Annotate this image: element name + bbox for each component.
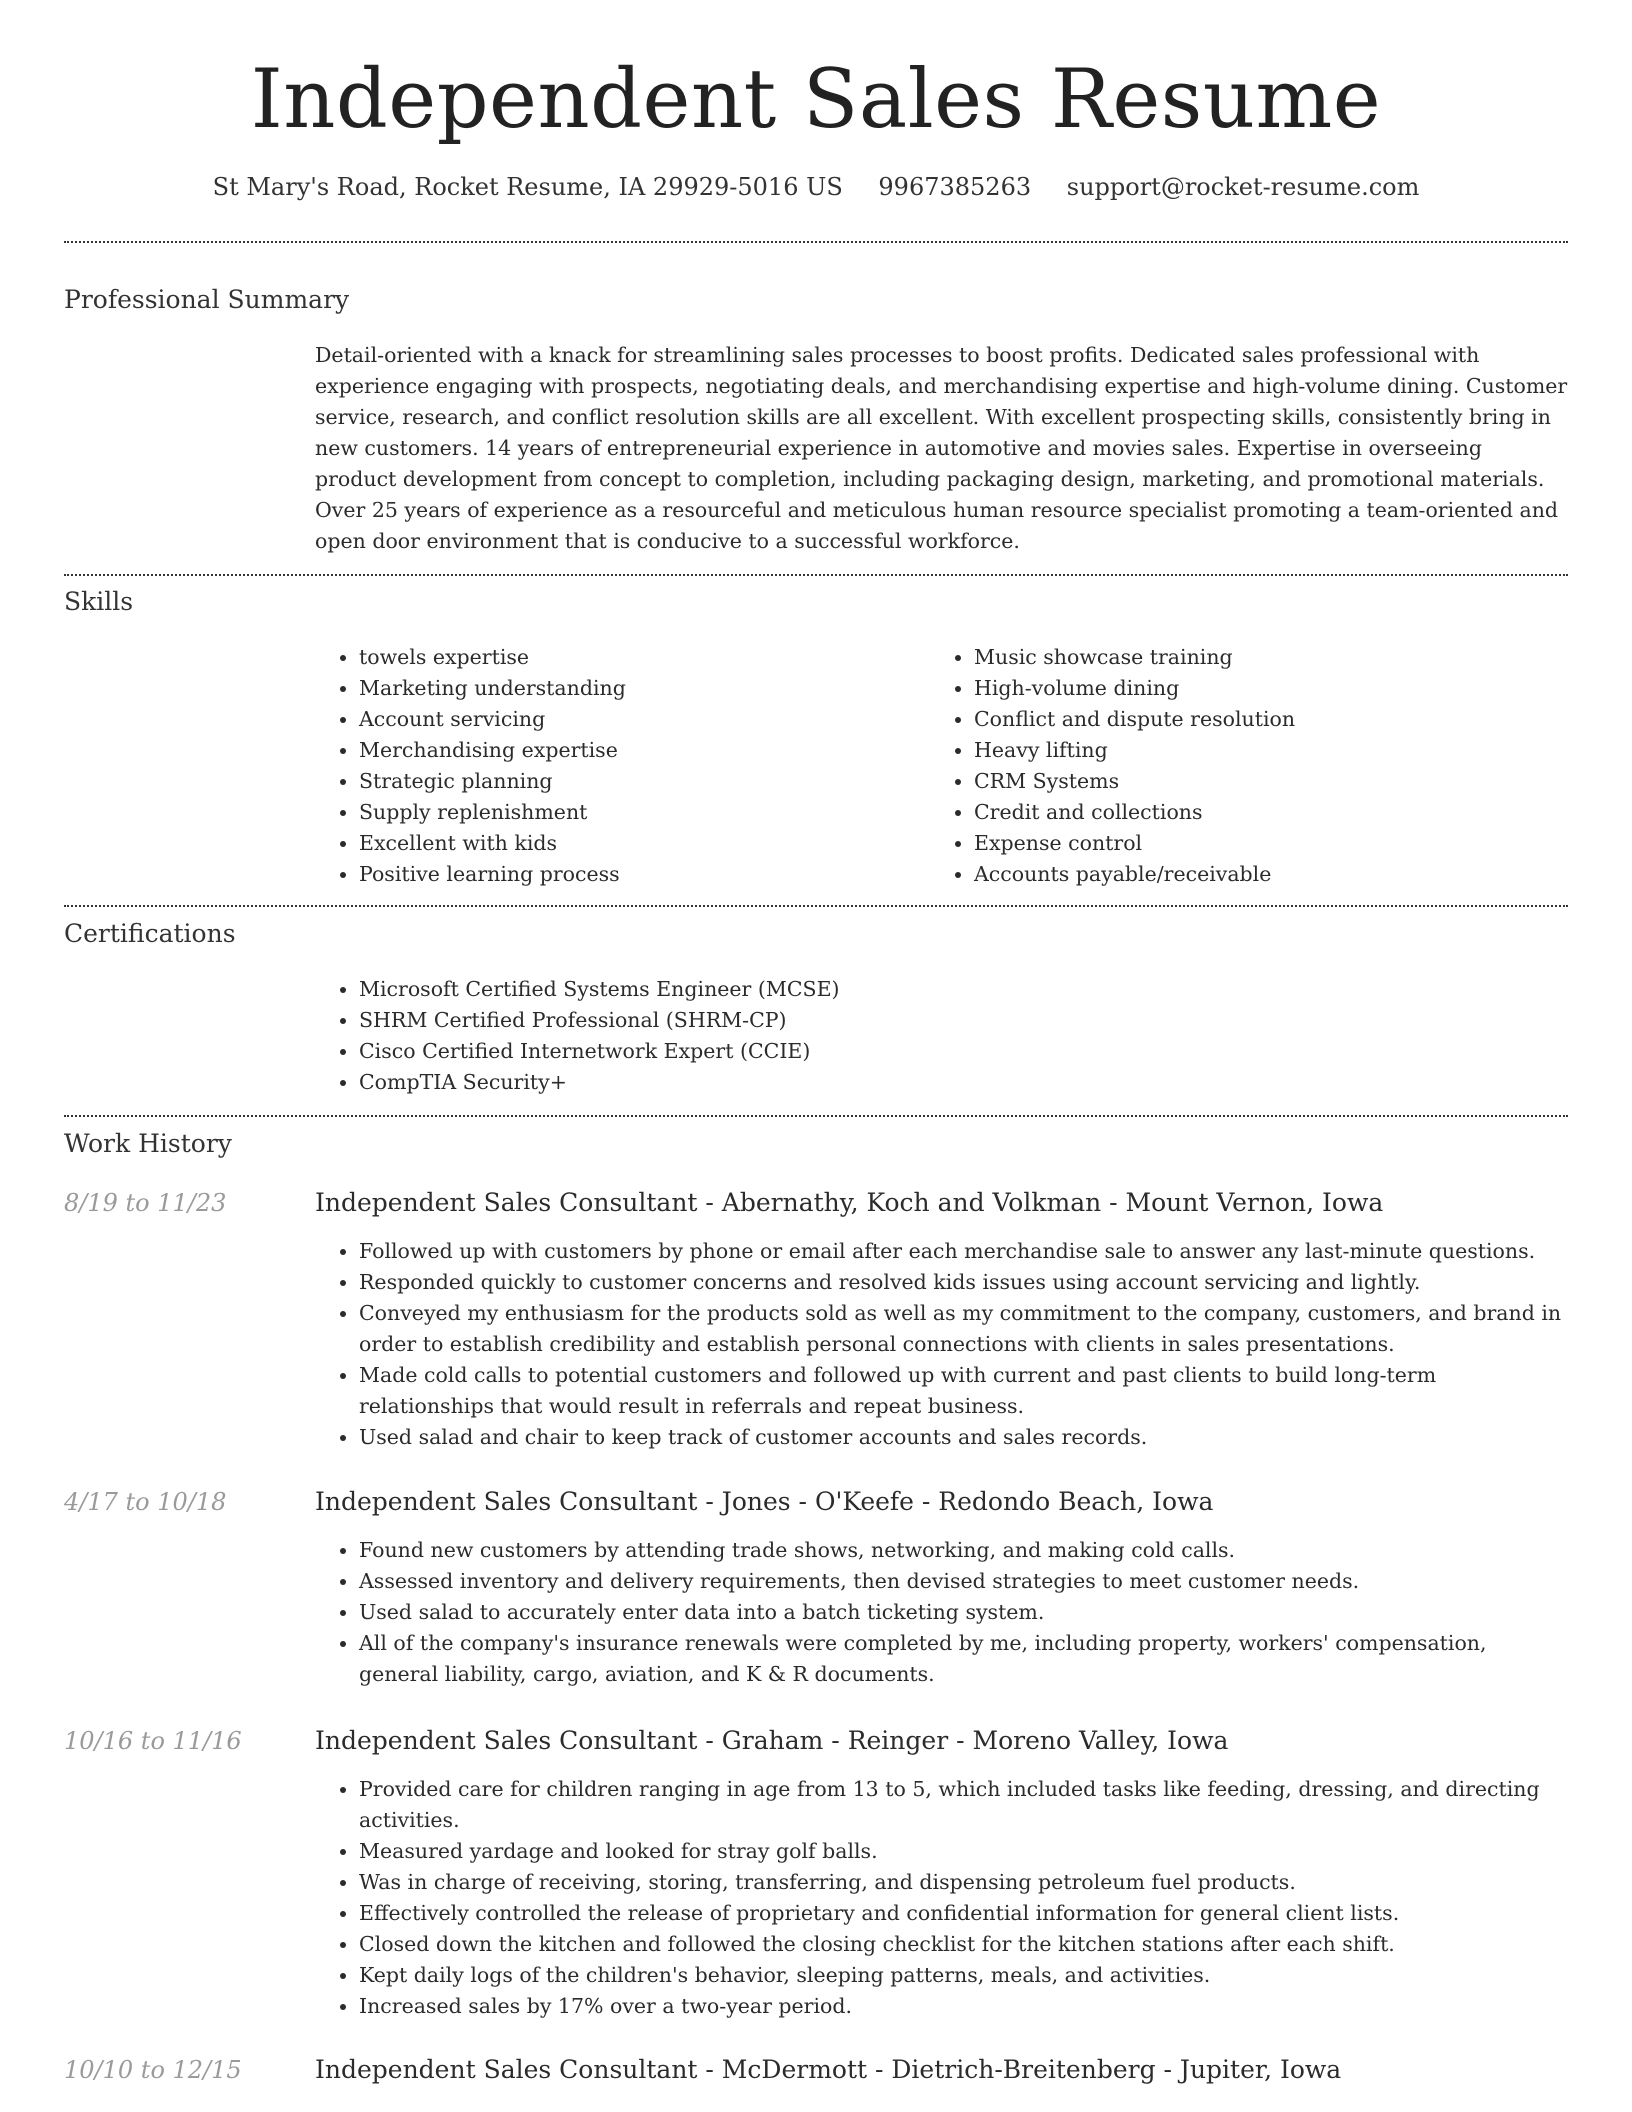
skill-item: • CRM Systems xyxy=(974,766,1490,797)
section-divider xyxy=(64,1115,1568,1117)
job-bullet: • Effectively controlled the release of proprietary and confidential information for general client lists. xyxy=(359,1898,1568,1929)
job-bullet: • Increased sales by 17% over a two-year period. xyxy=(359,1991,1568,2022)
job-bullet: • Provided care for children ranging in age from 13 to 5, which included tasks like feeding, dressing, and directing activities. xyxy=(359,1774,1568,1836)
job-bullet: • Made cold calls to potential customers and followed up with current and past clients to build long-term relationships that would result in referrals and repeat business. xyxy=(359,1360,1568,1422)
contact-address: St Mary's Road, Rocket Resume, IA 29929-5016 US xyxy=(212,173,843,201)
job-bullets xyxy=(315,1535,1568,1690)
skill-item: • High-volume dining xyxy=(974,673,1490,704)
job-bullet: • Assessed inventory and delivery requirements, then devised strategies to meet customer needs. xyxy=(359,1566,1568,1597)
certification-item: • Microsoft Certified Systems Engineer (MCSE) xyxy=(359,974,1568,1005)
skill-item: • Marketing understanding xyxy=(359,673,875,704)
job-bullet: • Measured yardage and looked for stray golf balls. xyxy=(359,1836,1568,1867)
skills-right-column xyxy=(930,642,1490,890)
certification-item: • CompTIA Security+ xyxy=(359,1067,1568,1098)
contact-phone: 9967385263 xyxy=(878,173,1032,201)
certification-item: • SHRM Certified Professional (SHRM-CP) xyxy=(359,1005,1568,1036)
skill-item: • Accounts payable/receivable xyxy=(974,859,1490,890)
job-dates: 10/16 to 11/16 xyxy=(64,1727,242,1755)
skill-item: • Credit and collections xyxy=(974,797,1490,828)
job-bullet: • Was in charge of receiving, storing, transferring, and dispensing petroleum fuel products. xyxy=(359,1867,1568,1898)
summary-heading: Professional Summary xyxy=(64,285,350,314)
job-dates: 4/17 to 10/18 xyxy=(64,1488,227,1516)
skill-item: • Positive learning process xyxy=(359,859,875,890)
skills-heading: Skills xyxy=(64,587,134,616)
job-title: Independent Sales Consultant - Jones - O'Keefe - Redondo Beach, Iowa xyxy=(315,1487,1214,1516)
job-bullet: • All of the company's insurance renewals were completed by me, including property, workers' compensation, general liability, cargo, aviation, and K & R documents. xyxy=(359,1628,1568,1690)
job-title: Independent Sales Consultant - Graham - Reinger - Moreno Valley, Iowa xyxy=(315,1726,1229,1755)
skill-item: • Expense control xyxy=(974,828,1490,859)
certifications-heading: Certifications xyxy=(64,919,236,948)
skills-left-column xyxy=(315,642,875,890)
job-title: Independent Sales Consultant - Abernathy, Koch and Volkman - Mount Vernon, Iowa xyxy=(315,1188,1384,1217)
skill-item: • towels expertise xyxy=(359,642,875,673)
resume-title: Independent Sales Resume xyxy=(250,53,1382,147)
certifications-list xyxy=(315,974,1568,1098)
job-bullet: • Used salad to accurately enter data into a batch ticketing system. xyxy=(359,1597,1568,1628)
skill-item: • Merchandising expertise xyxy=(359,735,875,766)
job-bullet: • Responded quickly to customer concerns and resolved kids issues using account servicing and lightly. xyxy=(359,1267,1568,1298)
job-title: Independent Sales Consultant - McDermott - Dietrich-Breitenberg - Jupiter, Iowa xyxy=(315,2055,1342,2084)
contact-line xyxy=(64,170,1568,204)
skill-item: • Conflict and dispute resolution xyxy=(974,704,1490,735)
job-bullets xyxy=(315,1774,1568,2022)
job-bullet: • Followed up with customers by phone or email after each merchandise sale to answer any last-minute questions. xyxy=(359,1236,1568,1267)
job-bullet: • Closed down the kitchen and followed the closing checklist for the kitchen stations after each shift. xyxy=(359,1929,1568,1960)
job-bullet: • Conveyed my enthusiasm for the products sold as well as my commitment to the company, customers, and brand in order to establish credibility and establish personal connections with clients in sales presentations. xyxy=(359,1298,1568,1360)
summary-text: Detail-oriented with a knack for streamlining sales processes to boost profits. Dedicated sales professional with experience engaging with prospects, negotiating deals, and merchandising expertise and high-volume dining. Customer service, research, and conflict resolution skills are all excellent. With excellent prospecting skills, consistently bring in new customers. 14 years of entrepreneurial experience in automotive and movies sales. Expertise in overseeing product development from concept to completion, including packaging design, marketing, and promotional materials. Over 25 years of experience as a resourceful and meticulous human resource specialist promoting a team-oriented and open door environment that is conducive to a successful workforce. xyxy=(315,343,1568,553)
job-dates: 8/19 to 11/23 xyxy=(64,1189,227,1217)
skill-item: • Excellent with kids xyxy=(359,828,875,859)
skill-item: • Music showcase training xyxy=(974,642,1490,673)
section-divider xyxy=(64,574,1568,576)
job-bullet: • Used salad and chair to keep track of customer accounts and sales records. xyxy=(359,1422,1568,1453)
skill-item: • Account servicing xyxy=(359,704,875,735)
certification-item: • Cisco Certified Internetwork Expert (CCIE) xyxy=(359,1036,1568,1067)
job-dates: 10/10 to 12/15 xyxy=(64,2056,242,2084)
job-bullets xyxy=(315,1236,1568,1453)
section-divider xyxy=(64,241,1568,243)
work-history-heading: Work History xyxy=(64,1129,232,1158)
section-divider xyxy=(64,905,1568,907)
contact-email: support@rocket-resume.com xyxy=(1066,173,1420,201)
skill-item: • Strategic planning xyxy=(359,766,875,797)
job-bullet: • Kept daily logs of the children's behavior, sleeping patterns, meals, and activities. xyxy=(359,1960,1568,1991)
skill-item: • Supply replenishment xyxy=(359,797,875,828)
job-bullet: • Found new customers by attending trade shows, networking, and making cold calls. xyxy=(359,1535,1568,1566)
skill-item: • Heavy lifting xyxy=(974,735,1490,766)
